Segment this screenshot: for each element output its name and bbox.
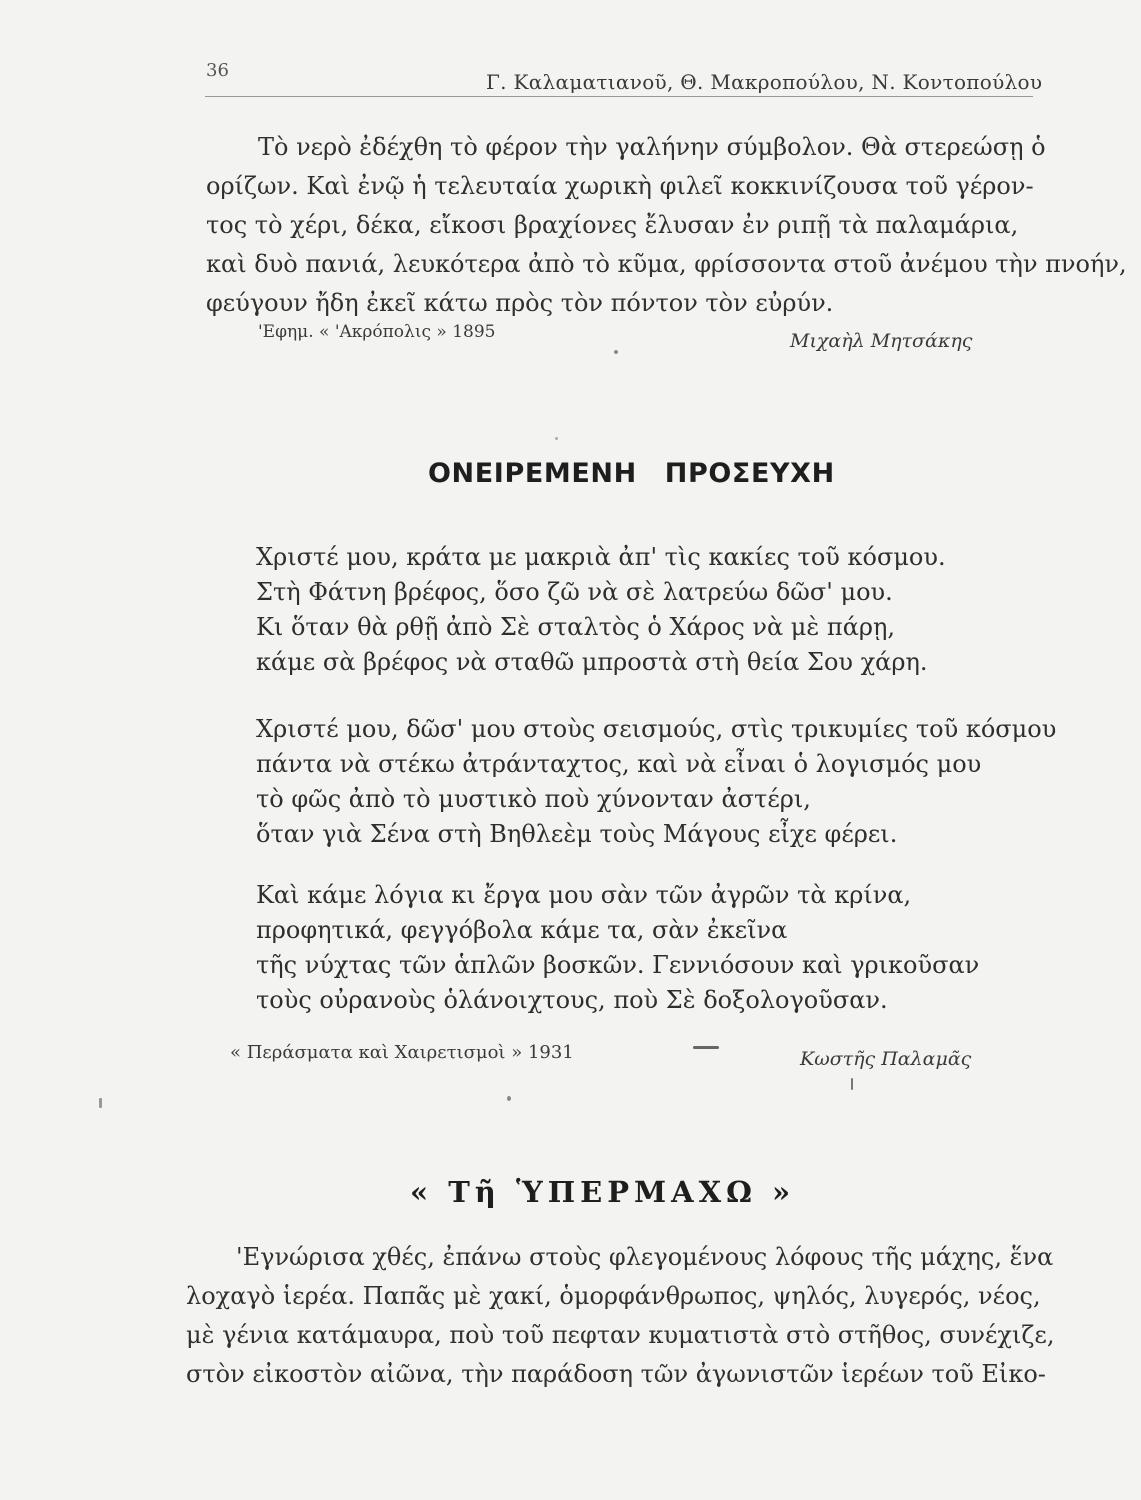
prose-passage-1 [206, 128, 1127, 323]
verse-line: προφητικά, φεγγόβολα κάμε τα, σὰν ἐκεῖνα [256, 916, 788, 944]
section-title: « Τῆ ὙΠΕΡΜΑΧΩ » [410, 1175, 796, 1209]
verse-line: κάμε σὰ βρέφος νὰ σταθῶ μπροστὰ στὴ θεία Σου χάρη. [256, 648, 928, 676]
poem-title-word: ΠΡΟΣΕΥΧΗ [664, 458, 835, 489]
author-signature: Μιχαὴλ Μητσάκης [790, 330, 973, 352]
prose-line: 'Εγνώρισα χθές, ἐπάνω στοὺς φλεγομένους λόφους τῆς μάχης, ἕνα [236, 1243, 1054, 1271]
verse-line: Στὴ Φάτνη βρέφος, ὅσο ζῶ νὰ σὲ λατρεύω δῶσ' μου. [256, 578, 893, 606]
verse-line: Χριστέ μου, δῶσ' μου στοὺς σεισμούς, στὶς τρικυμίες τοῦ κόσμου [256, 715, 1057, 743]
verse-line: Κι ὅταν θὰ ρθῇ ἀπὸ Σὲ σταλτὸς ὁ Χάρος νὰ μὲ πάρῃ, [256, 613, 896, 641]
prose-line: τος τὸ χέρι, δέκα, εἴκοσι βραχίονες ἔλυσαν ἐν ριπῇ τὰ παλαμάρια, [206, 211, 1019, 239]
poem-title [428, 458, 835, 489]
poem-stanza-2 [256, 712, 1056, 852]
verse-line: τὸ φῶς ἀπὸ τὸ μυστικὸ ποὺ χύνονταν ἀστέρι, [256, 785, 811, 813]
poem-stanza-3 [256, 878, 979, 1018]
prose-passage-2 [186, 1238, 1054, 1394]
verse-line: πάντα νὰ στέκω ἀτράνταχτος, καὶ νὰ εἶναι ὁ λογισμός μου [256, 750, 982, 778]
prose-line: φεύγουν ἤδη ἐκεῖ κάτω πρὸς τὸν πόντον τὸν εὐρύν. [206, 289, 834, 317]
source-citation: 'Εφημ. « 'Ακρόπολις » 1895 [258, 322, 496, 342]
prose-line: Τὸ νερὸ ἐδέχθη τὸ φέρον τὴν γαλήνην σύμβολον. Θὰ στερεώσῃ ὁ [258, 133, 1046, 161]
scan-speck [507, 1096, 511, 1101]
page-number: 36 [206, 60, 229, 81]
prose-line: λοχαγὸ ἱερέα. Παπᾶς μὲ χακί, ὁμορφάνθρωπος, ψηλός, λυγερός, νέος, [186, 1282, 1041, 1310]
verse-line: Χριστέ μου, κράτα με μακριὰ ἀπ' τὶς κακίες τοῦ κόσμου. [256, 543, 946, 571]
prose-line: μὲ γένια κατάμαυρα, ποὺ τοῦ πεφταν κυματιστὰ στὸ στῆθος, συνέχιζε, [186, 1321, 1055, 1349]
prose-line: ορίζων. Καὶ ἐνῷ ἡ τελευταία χωρικὴ φιλεῖ κοκκινίζουσα τοῦ γέρον- [206, 172, 1034, 200]
source-citation: « Περάσματα καὶ Χαιρετισμοὶ » 1931 [230, 1042, 574, 1063]
scan-speck [555, 437, 558, 440]
author-signature: Κωστῆς Παλαμᾶς [800, 1048, 972, 1070]
verse-line: ὅταν γιὰ Σένα στὴ Βηθλεὲμ τοὺς Μάγους εἶχε φέρει. [256, 820, 898, 848]
verse-line: Καὶ κάμε λόγια κι ἔργα μου σὰν τῶν ἀγρῶν τὰ κρίνα, [256, 881, 912, 909]
prose-line: καὶ δυὸ πανιά, λευκότερα ἀπὸ τὸ κῦμα, φρίσσοντα στοῦ ἀνέμου τὴν πνοήν, [206, 250, 1127, 278]
header-rule [205, 96, 1033, 97]
prose-line: στὸν εἰκοστὸν αἰῶνα, τὴν παράδοση τῶν ἀγωνιστῶν ἱερέων τοῦ Εἰκο- [186, 1360, 1046, 1388]
scan-speck [614, 350, 618, 354]
poem-title-word: ΟΝΕΙΡΕΜΕΝΗ [428, 458, 637, 489]
scan-smudge [693, 1046, 719, 1049]
verse-line: τοὺς οὐρανοὺς ὁλάνοιχτους, ποὺ Σὲ δοξολογοῦσαν. [256, 986, 888, 1014]
scan-mark [99, 1098, 102, 1108]
scan-mark [851, 1078, 853, 1090]
poem-stanza-1 [256, 540, 946, 680]
running-head: Γ. Καλαματιανοῦ, Θ. Μακροπούλου, Ν. Κοντοπούλου [486, 70, 1043, 94]
verse-line: τῆς νύχτας τῶν ἁπλῶν βοσκῶν. Γεννιόσουν καὶ γρικοῦσαν [256, 951, 980, 979]
